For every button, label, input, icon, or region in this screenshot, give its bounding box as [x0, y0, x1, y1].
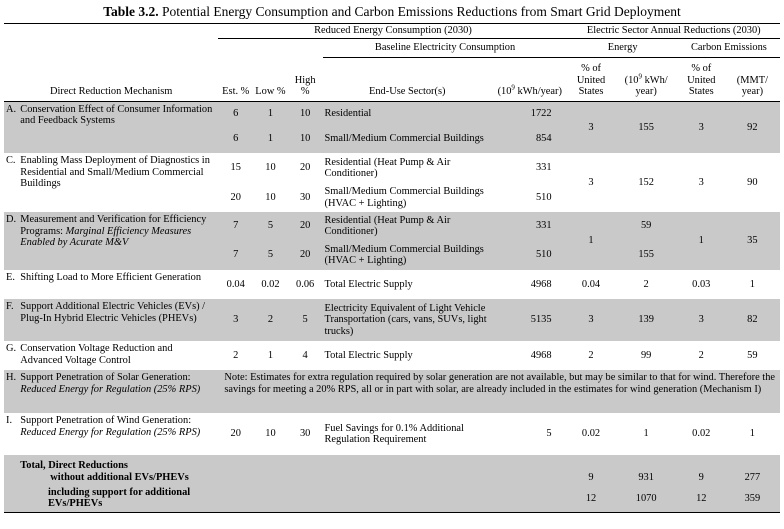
cell-carbon: 92	[725, 101, 780, 153]
row-note: Note: Estimates for extra regulation required by solar generation are not available, but may be similar to that for wind. Therefore the savings for meeting a 20% RPS, all or in part with solar, are already included in the estimates for wind generation (Mechanism I)	[218, 370, 780, 413]
cell-carbon: 359	[725, 485, 780, 512]
cell-sector: Residential (Heat Pump & Air Conditioner)	[324, 156, 451, 179]
cell-base: 4968	[530, 349, 552, 361]
cell-base: 5	[546, 428, 552, 440]
cell-energy: 152	[638, 176, 654, 188]
cell-base: 5135	[492, 299, 568, 341]
cell-pct-carbon: 3	[678, 101, 725, 153]
table-title	[0, 0, 784, 23]
cell-carbon: 59	[747, 349, 758, 361]
table-row	[4, 341, 780, 370]
header-energy: Energy	[568, 38, 678, 57]
cell-base: 854	[492, 125, 568, 153]
cell-low: 2	[253, 299, 288, 341]
cell-est: 15	[230, 162, 241, 174]
table-row	[4, 212, 780, 240]
cell-pct-carbon: 12	[678, 485, 725, 512]
cell-pct-energy: 2	[588, 349, 594, 361]
header-units: ($10^9$ kWh/year)	[497, 83, 562, 97]
header-est: Est. %	[222, 86, 250, 97]
cell-pct-carbon: 2	[698, 349, 704, 361]
header-pct-us-carbon: % of United States	[687, 63, 716, 97]
cell-est: 7	[218, 240, 253, 270]
cell-carbon: 1	[749, 278, 755, 290]
row-label: Shifting Load to More Efficient Generation	[20, 272, 202, 283]
row-letter: F.	[4, 299, 18, 341]
cell-pct-carbon: 9	[678, 455, 725, 485]
cell-pct-carbon: 0.03	[692, 278, 711, 290]
cell-est: 20	[230, 428, 241, 440]
cell-high: 20	[288, 240, 323, 270]
cell-base: 510	[535, 191, 552, 203]
cell-pct-energy: 3	[568, 299, 615, 341]
cell-est: 6	[218, 101, 253, 125]
header-low: Low %	[255, 86, 286, 97]
cell-energy: 1	[643, 428, 649, 440]
row-label: Enabling Mass Deployment of Diagnostics in Residential and Small/Medium Commercial Buildings	[20, 155, 210, 189]
cell-energy: 931	[615, 455, 678, 485]
cell-low: 10	[265, 191, 276, 203]
cell-low: 1	[267, 349, 274, 361]
cell-low: 10	[265, 162, 276, 174]
cell-est: 6	[218, 125, 253, 153]
cell-pct-carbon: 3	[698, 176, 704, 188]
header-mechanism: Direct Reduction Mechanism	[50, 86, 173, 97]
cell-sector: Fuel Savings for 0.1% Additional Regulation Requirement	[324, 422, 464, 445]
row-label: Conservation Effect of Consumer Information and Feedback Systems	[18, 101, 218, 153]
table-number: Table 3.2.	[103, 4, 159, 19]
totals-row-without	[4, 455, 780, 485]
cell-base: 1722	[492, 101, 568, 125]
header-high: High %	[294, 74, 316, 97]
header-pct-us-energy: % of United States	[576, 63, 606, 97]
row-letter: C.	[6, 155, 16, 166]
table-row	[4, 270, 780, 299]
cell-high: 10	[288, 125, 323, 153]
cell-pct-carbon: 1	[678, 212, 725, 270]
cell-energy: 2	[643, 278, 649, 290]
cell-low: 1	[253, 125, 288, 153]
cell-energy: 1070	[615, 485, 678, 512]
totals-row-with	[4, 485, 780, 512]
row-label: Support Additional Electric Vehicles (EVs) / Plug-In Hybrid Electric Vehicles (PHEVs)	[18, 299, 218, 341]
cell-base: 4968	[530, 278, 552, 290]
header-baseline: Baseline Electricity Consumption	[323, 38, 568, 57]
cell-est: 20	[230, 191, 241, 203]
cell-energy: 59	[615, 212, 678, 240]
row-letter: E.	[6, 272, 15, 283]
cell-sector: Total Electric Supply	[324, 278, 413, 290]
totals-label: Total, Direct Reductions without additional EVs/PHEVs	[18, 455, 567, 485]
cell-high: 5	[288, 299, 323, 341]
cell-carbon: 90	[747, 176, 758, 188]
cell-carbon: 82	[725, 299, 780, 341]
cell-pct-energy: 0.04	[581, 278, 601, 290]
cell-high: 20	[288, 212, 323, 240]
cell-high: 10	[288, 101, 323, 125]
cell-carbon: 277	[725, 455, 780, 485]
header-electric-sector: Electric Sector Annual Reductions (2030)	[568, 24, 780, 39]
table-row	[4, 299, 780, 341]
row-label: Support Penetration of Solar Generation: Reduced Energy for Regulation (25% RPS)	[18, 370, 218, 413]
cell-low: 10	[265, 428, 276, 440]
cell-low: 0.02	[261, 278, 280, 290]
cell-carbon: 35	[725, 212, 780, 270]
table-caption: Potential Energy Consumption and Carbon Emissions Reductions from Smart Grid Deployment	[158, 4, 681, 19]
cell-high: 30	[299, 428, 311, 440]
cell-sector: Total Electric Supply	[324, 349, 413, 361]
cell-sector: Residential (Heat Pump & Air Conditioner)	[323, 212, 492, 240]
cell-energy: 99	[640, 349, 652, 361]
header-sector: End-Use Sector(s)	[369, 86, 446, 97]
row-label: Support Penetration of Wind Generation: Reduced Energy for Regulation (25% RPS)	[20, 415, 201, 438]
table-row	[4, 413, 780, 455]
cell-pct-energy: 1	[568, 212, 615, 270]
cell-sector: Residential	[323, 101, 492, 125]
cell-low: 5	[253, 240, 288, 270]
cell-pct-energy: 0.02	[581, 428, 601, 440]
cell-low: 5	[253, 212, 288, 240]
table-row	[4, 370, 780, 413]
cell-est: 7	[218, 212, 253, 240]
cell-est: 3	[218, 299, 253, 341]
cell-base: 331	[492, 212, 568, 240]
cell-base: 331	[535, 162, 552, 174]
cell-high: 4	[302, 349, 308, 361]
cell-high: 20	[299, 162, 311, 174]
header-energy-units: ($10^9$ kWh/ year)	[624, 72, 668, 97]
header-reduced-energy: Reduced Energy Consumption (2030)	[218, 24, 567, 39]
reductions-table	[4, 23, 780, 513]
cell-pct-energy: 9	[568, 455, 615, 485]
totals-with-label: including support for additional EVs/PHEVs	[4, 485, 568, 512]
row-letter: A.	[4, 101, 18, 153]
cell-energy: 139	[615, 299, 678, 341]
cell-sector: Small/Medium Commercial Buildings (HVAC + Lighting)	[323, 240, 492, 270]
header-carbon-units: (MMT/ year)	[736, 74, 768, 97]
cell-sector: Small/Medium Commercial Buildings	[323, 125, 492, 153]
cell-pct-carbon: 0.02	[692, 428, 711, 440]
cell-low: 1	[253, 101, 288, 125]
cell-est: 2	[233, 349, 239, 361]
row-label: Measurement and Verification for Efficiency Programs: Marginal Efficiency Measures Enabled by Acurate M&V	[18, 212, 218, 270]
cell-energy: 155	[615, 101, 678, 153]
table-row	[4, 153, 780, 183]
cell-pct-energy: 3	[588, 176, 594, 188]
row-label: Conservation Voltage Reduction and Advanced Voltage Control	[20, 343, 173, 366]
cell-energy: 155	[615, 240, 678, 270]
row-letter: G.	[6, 343, 17, 354]
header-carbon: Carbon Emissions	[678, 38, 780, 57]
cell-high: 30	[299, 191, 311, 203]
row-letter: D.	[4, 212, 18, 270]
cell-carbon: 1	[749, 428, 755, 440]
cell-sector: Electricity Equivalent of Light Vehicle Transportation (cars, vans, SUVs, light trucks)	[323, 299, 492, 341]
cell-base: 510	[492, 240, 568, 270]
row-letter: I.	[6, 415, 13, 426]
cell-pct-carbon: 3	[678, 299, 725, 341]
cell-pct-energy: 3	[568, 101, 615, 153]
table-row	[4, 101, 780, 125]
cell-sector: Small/Medium Commercial Buildings (HVAC + Lighting)	[324, 186, 484, 209]
row-letter: H.	[4, 370, 18, 413]
cell-pct-energy: 12	[568, 485, 615, 512]
cell-high: 0.06	[296, 278, 315, 290]
cell-est: 0.04	[226, 278, 245, 290]
